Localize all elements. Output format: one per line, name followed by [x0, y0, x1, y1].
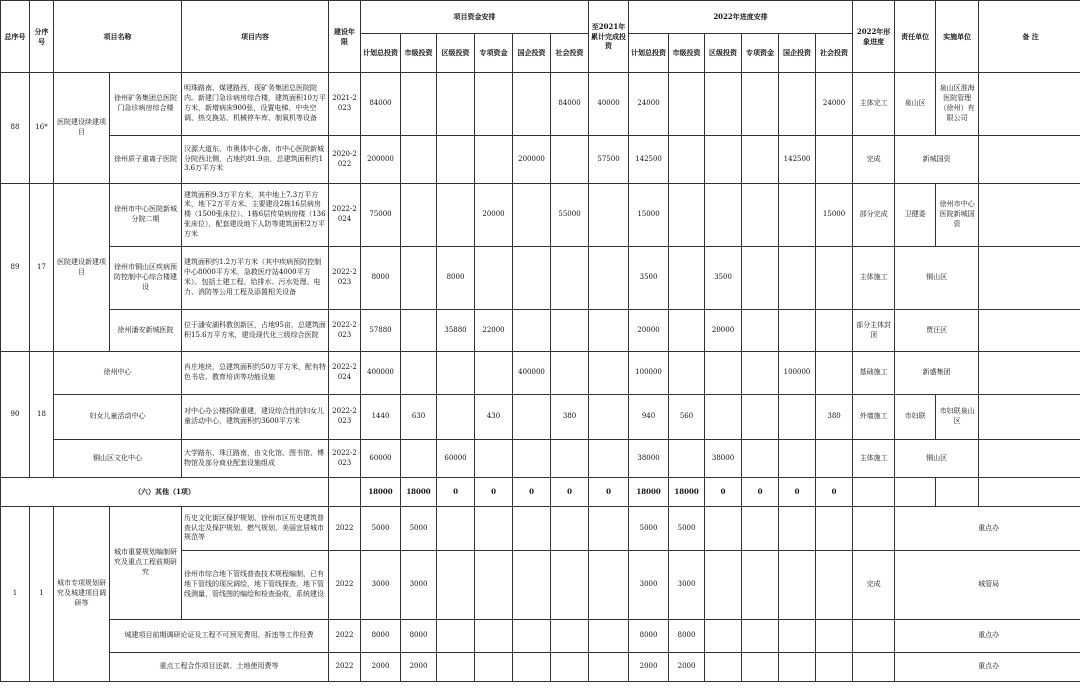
progress-cell: 主体施工 [853, 247, 895, 310]
p-total-cell: 15000 [629, 184, 669, 247]
f-soe-cell [513, 184, 551, 247]
project-name-cell: 徐州市铜山区疾病预防控制中心综合楼建设 [110, 247, 182, 310]
f-district-cell [437, 73, 475, 136]
f-city-cell: 3000 [401, 551, 437, 620]
f-special-cell [475, 507, 513, 551]
f-district-cell: 60000 [437, 440, 475, 478]
units-cell: 新盛集团 [895, 352, 979, 395]
f-district-cell [437, 551, 475, 620]
col-project-content: 项目内容 [182, 1, 329, 73]
p-social-cell [816, 310, 853, 352]
f-social-cell [551, 551, 589, 620]
note-cell [979, 247, 1080, 310]
period-cell: 2022-2024 [329, 184, 361, 247]
f-district-cell [437, 620, 475, 653]
progress-cell [853, 507, 895, 551]
sub-no-cell: 1 [30, 507, 54, 682]
project-name-cell: 徐州市中心医院新城分院二期 [110, 184, 182, 247]
f-soe-cell: 400000 [513, 352, 551, 395]
progress-cell: 完成 [853, 136, 895, 184]
col-f-special: 专项资金 [475, 34, 513, 73]
f-social-cell: 0 [551, 478, 589, 507]
note-cell [979, 352, 1080, 395]
note-cell [979, 478, 1080, 507]
f-social-cell: 84000 [551, 73, 589, 136]
p-special-cell [742, 352, 779, 395]
total-no-cell: 88 [1, 73, 30, 184]
f-soe-cell [513, 395, 551, 440]
table-row [1, 395, 1080, 440]
f-district-cell [437, 507, 475, 551]
col-p-total: 计划总投资 [629, 34, 669, 73]
f-district-cell [437, 352, 475, 395]
f-soe-cell [513, 653, 551, 682]
period-cell: 2020-2022 [329, 136, 361, 184]
col-funding-group: 项目资金安排 [361, 1, 589, 34]
table-row [1, 247, 1080, 310]
p-social-cell [816, 507, 853, 551]
f-district-cell [437, 136, 475, 184]
col-progress-2022: 2022年形象进度 [853, 1, 895, 73]
p-city-cell: 3000 [669, 551, 705, 620]
col-project-name: 项目名称 [54, 1, 182, 73]
p-social-cell: 380 [816, 395, 853, 440]
note-cell [979, 136, 1080, 184]
period-cell [329, 478, 361, 507]
p-district-cell: 3500 [705, 247, 742, 310]
p-total-cell: 8000 [629, 620, 669, 653]
f-special-cell [475, 440, 513, 478]
units-cell: 贾汪区 [895, 310, 979, 352]
p-district-cell [705, 73, 742, 136]
f-total-cell: 8000 [361, 247, 401, 310]
p-soe-cell [779, 247, 816, 310]
p-total-cell: 18000 [629, 478, 669, 507]
period-cell: 2022 [329, 551, 361, 620]
col-implementing-unit: 实施单位 [936, 1, 979, 73]
col-total-no: 总序号 [1, 1, 30, 73]
project-name-cell: 徐州质子重离子医院 [110, 136, 182, 184]
subgroup-name-cell: 城市重要规划编制研究及重点工程前期研究 [110, 507, 182, 620]
progress-cell [853, 653, 895, 682]
f-total-cell: 200000 [361, 136, 401, 184]
p-social-cell [816, 551, 853, 620]
responsible-unit-cell: 市妇联 [895, 395, 936, 440]
project-content-cell: 汉源大道东、市奥体中心南、市中心医院新城分院西北侧，占地约81.9亩，总建筑面积约13.6万平方米 [182, 136, 329, 184]
done-2021-cell [589, 653, 629, 682]
progress-cell: 完成 [853, 551, 895, 620]
project-content-cell: 肖庄地块，总建筑面积约50万平方米，配有特色书店、教育培训等功能设施 [182, 352, 329, 395]
col-p-soe: 国企投资 [779, 34, 816, 73]
f-total-cell: 8000 [361, 620, 401, 653]
f-district-cell: 8000 [437, 247, 475, 310]
sub-no-cell: 18 [30, 352, 54, 478]
note-cell [979, 440, 1080, 478]
units-cell: 城管局 [895, 551, 1080, 620]
total-no-cell: 90 [1, 352, 30, 478]
f-soe-cell [513, 73, 551, 136]
period-cell: 2022 [329, 507, 361, 551]
period-cell: 2022-2023 [329, 395, 361, 440]
p-total-cell: 20000 [629, 310, 669, 352]
f-total-cell: 400000 [361, 352, 401, 395]
total-no-cell: 89 [1, 184, 30, 352]
f-soe-cell [513, 507, 551, 551]
p-soe-cell: 0 [779, 478, 816, 507]
period-cell: 2022-2023 [329, 440, 361, 478]
col-f-social: 社会投资 [551, 34, 589, 73]
f-special-cell [475, 73, 513, 136]
p-social-cell [816, 247, 853, 310]
f-social-cell [551, 507, 589, 551]
responsible-unit-cell: 泉山区 [895, 73, 936, 136]
p-city-cell [669, 247, 705, 310]
p-soe-cell [779, 395, 816, 440]
p-district-cell: 0 [705, 478, 742, 507]
p-soe-cell [779, 73, 816, 136]
done-2021-cell [589, 310, 629, 352]
p-soe-cell [779, 310, 816, 352]
f-social-cell: 55000 [551, 184, 589, 247]
period-cell: 2022-2023 [329, 310, 361, 352]
f-total-cell: 84000 [361, 73, 401, 136]
p-special-cell: 0 [742, 478, 779, 507]
project-content-cell: 建筑面积约1.2万平方米（其中疾病预防控制中心8000平方米，急救医疗站4000平方米）。包括土建工程、给排水、污水处理、电力、消防等公用工程及添置相关设备 [182, 247, 329, 310]
p-soe-cell [779, 620, 816, 653]
f-social-cell [551, 310, 589, 352]
col-f-city: 市级投资 [401, 34, 437, 73]
progress-cell: 主体完工 [853, 73, 895, 136]
done-2021-cell: 57500 [589, 136, 629, 184]
p-special-cell [742, 507, 779, 551]
col-responsible-unit: 责任单位 [895, 1, 936, 73]
p-city-cell [669, 184, 705, 247]
table-row [1, 310, 1080, 352]
project-content-cell: 大学路东、珠江路南，由文化馆、图书馆、博物馆及部分商业配套设施组成 [182, 440, 329, 478]
progress-cell: 主体施工 [853, 440, 895, 478]
col-p-special: 专项资金 [742, 34, 779, 73]
table-row [1, 653, 1080, 682]
done-2021-cell [589, 440, 629, 478]
f-city-cell: 5000 [401, 507, 437, 551]
sub-no-cell: 16* [30, 73, 54, 184]
implementing-unit-cell: 泉山区淮海医院管理（徐州）有限公司 [936, 73, 979, 136]
progress-cell: 部分主体封顶 [853, 310, 895, 352]
done-2021-cell: 0 [589, 478, 629, 507]
implementing-unit-cell: 市妇联泉山区 [936, 395, 979, 440]
p-special-cell [742, 184, 779, 247]
p-social-cell: 0 [816, 478, 853, 507]
table-row [1, 352, 1080, 395]
p-district-cell [705, 620, 742, 653]
col-sub-no: 分序号 [30, 1, 54, 73]
f-social-cell [551, 653, 589, 682]
p-social-cell [816, 653, 853, 682]
f-city-cell: 8000 [401, 620, 437, 653]
project-name-cell: 徐州中心 [54, 352, 182, 395]
project-name-cell: 重点工程合作项目还款、土地使用费等 [110, 653, 329, 682]
col-p-district: 区级投资 [705, 34, 742, 73]
p-soe-cell [779, 184, 816, 247]
f-city-cell [401, 440, 437, 478]
p-special-cell [742, 653, 779, 682]
f-social-cell [551, 136, 589, 184]
period-cell: 2022-2024 [329, 352, 361, 395]
project-content-cell: 徐州市综合地下管线普查技术规程编制，已有地下管线的现况调绘，地下管线探查，地下管线测量，管线图的编绘和检查验收，系统建设 [182, 551, 329, 620]
done-2021-cell [589, 620, 629, 653]
p-city-cell: 18000 [669, 478, 705, 507]
progress-cell [853, 478, 895, 507]
f-soe-cell [513, 620, 551, 653]
units-cell: 重点办 [895, 653, 1080, 682]
group-name-cell: 城市专项规划研究及城建项目调研等 [54, 507, 110, 682]
f-city-cell [401, 310, 437, 352]
p-district-cell [705, 184, 742, 247]
p-soe-cell: 142500 [779, 136, 816, 184]
project-content-cell: 对中心办公楼拆除重建，建设综合性的妇女儿童活动中心，建筑面积约3600平方米 [182, 395, 329, 440]
section-title-cell: （六）其他（1项） [1, 478, 329, 507]
p-soe-cell [779, 507, 816, 551]
p-city-cell [669, 310, 705, 352]
subtotal-row [1, 478, 1080, 507]
f-special-cell: 0 [475, 478, 513, 507]
f-special-cell [475, 352, 513, 395]
p-social-cell: 15000 [816, 184, 853, 247]
f-soe-cell [513, 247, 551, 310]
f-district-cell [437, 653, 475, 682]
project-name-cell: 徐州潘安新城医院 [110, 310, 182, 352]
p-total-cell: 38000 [629, 440, 669, 478]
project-content-cell: 明珠路南、煤建路西，现矿务集团总医院院内。新建门急诊病房综合楼，建筑面积10万平方米，新增病床900张，设置电梯、中央空调、热交换站、机械停车库、制氧机等设备 [182, 73, 329, 136]
note-cell [979, 395, 1080, 440]
p-soe-cell [779, 440, 816, 478]
p-district-cell [705, 395, 742, 440]
col-p-social: 社会投资 [816, 34, 853, 73]
col-p-city: 市级投资 [669, 34, 705, 73]
f-soe-cell [513, 310, 551, 352]
col-done-2021: 至2021年累计完成投资 [589, 1, 629, 73]
f-social-cell [551, 247, 589, 310]
f-soe-cell: 200000 [513, 136, 551, 184]
note-cell [979, 184, 1080, 247]
table-row [1, 620, 1080, 653]
group-name-cell: 医院建设续建项目 [54, 73, 110, 184]
p-district-cell [705, 507, 742, 551]
p-district-cell [705, 136, 742, 184]
p-total-cell: 3500 [629, 247, 669, 310]
done-2021-cell [589, 247, 629, 310]
project-content-cell: 建筑面积9.3万平方米，其中地上7.3万平方米，地下2万平方米。主要建设2栋16层病房楼（1500张床位）、1栋6层传染病房楼（136张床位），配套建设地下人防等建筑面积2万平方米 [182, 184, 329, 247]
p-city-cell [669, 73, 705, 136]
f-city-cell [401, 184, 437, 247]
f-city-cell [401, 247, 437, 310]
period-cell: 2022 [329, 653, 361, 682]
p-total-cell: 142500 [629, 136, 669, 184]
f-district-cell: 35880 [437, 310, 475, 352]
done-2021-cell [589, 395, 629, 440]
f-social-cell: 380 [551, 395, 589, 440]
f-city-cell [401, 352, 437, 395]
p-total-cell: 24000 [629, 73, 669, 136]
p-district-cell: 38000 [705, 440, 742, 478]
f-special-cell [475, 620, 513, 653]
f-total-cell: 1440 [361, 395, 401, 440]
responsible-unit-cell: 卫健委 [895, 184, 936, 247]
project-name-cell: 铜山区文化中心 [54, 440, 182, 478]
p-total-cell: 940 [629, 395, 669, 440]
col-plan-2022-group: 2022年进度安排 [629, 1, 853, 34]
f-social-cell [551, 620, 589, 653]
p-special-cell [742, 395, 779, 440]
p-total-cell: 100000 [629, 352, 669, 395]
f-total-cell: 75000 [361, 184, 401, 247]
f-soe-cell [513, 551, 551, 620]
project-name-cell: 妇女儿童活动中心 [54, 395, 182, 440]
f-special-cell [475, 136, 513, 184]
f-special-cell [475, 247, 513, 310]
done-2021-cell [589, 507, 629, 551]
done-2021-cell: 40000 [589, 73, 629, 136]
p-soe-cell [779, 551, 816, 620]
f-special-cell [475, 551, 513, 620]
table-row [1, 136, 1080, 184]
f-total-cell: 57880 [361, 310, 401, 352]
f-total-cell: 60000 [361, 440, 401, 478]
progress-cell: 基础施工 [853, 352, 895, 395]
progress-cell [853, 620, 895, 653]
p-city-cell: 2000 [669, 653, 705, 682]
project-name-cell: 城建项目前期调研论证及工程不可预见费用、拆违等工作经费 [110, 620, 329, 653]
f-city-cell: 630 [401, 395, 437, 440]
sub-no-cell: 17 [30, 184, 54, 352]
f-soe-cell [513, 440, 551, 478]
period-cell: 2022-2023 [329, 247, 361, 310]
f-special-cell [475, 653, 513, 682]
implementing-unit-cell: 徐州市中心医院新城国资 [936, 184, 979, 247]
p-district-cell [705, 352, 742, 395]
col-f-total: 计划总投资 [361, 34, 401, 73]
p-district-cell [705, 551, 742, 620]
project-content-cell: 历史文化街区保护规划、徐州市区历史建筑普查认定及保护规划、燃气规划、美丽宜居城市规范等 [182, 507, 329, 551]
p-total-cell: 3000 [629, 551, 669, 620]
f-social-cell [551, 440, 589, 478]
f-special-cell: 20000 [475, 184, 513, 247]
f-total-cell: 18000 [361, 478, 401, 507]
p-special-cell [742, 620, 779, 653]
note-cell [979, 73, 1080, 136]
p-district-cell [705, 653, 742, 682]
p-special-cell [742, 247, 779, 310]
p-city-cell: 5000 [669, 507, 705, 551]
p-social-cell [816, 136, 853, 184]
units-cell: 重点办 [895, 507, 1080, 551]
project-content-cell: 位于潘安湖科教创新区，占地95亩，总建筑面积15.6万平方米，建设现代化三级综合医院 [182, 310, 329, 352]
period-cell: 2022 [329, 620, 361, 653]
f-soe-cell: 0 [513, 478, 551, 507]
p-city-cell [669, 440, 705, 478]
done-2021-cell [589, 551, 629, 620]
f-district-cell [437, 184, 475, 247]
f-social-cell [551, 352, 589, 395]
p-special-cell [742, 136, 779, 184]
units-cell: 铜山区 [895, 247, 979, 310]
group-name-cell: 医院建设新建项目 [54, 184, 110, 352]
units-cell: 铜山区 [895, 440, 979, 478]
done-2021-cell [589, 184, 629, 247]
period-cell: 2021-2023 [329, 73, 361, 136]
p-total-cell: 5000 [629, 507, 669, 551]
table-row [1, 184, 1080, 247]
f-city-cell: 2000 [401, 653, 437, 682]
implementing-unit-cell [936, 478, 979, 507]
col-f-soe: 国企投资 [513, 34, 551, 73]
f-city-cell: 18000 [401, 478, 437, 507]
p-city-cell [669, 136, 705, 184]
f-total-cell: 2000 [361, 653, 401, 682]
total-no-cell: 1 [1, 507, 30, 682]
note-cell [979, 310, 1080, 352]
p-special-cell [742, 440, 779, 478]
f-district-cell [437, 395, 475, 440]
units-cell: 新城国资 [895, 136, 979, 184]
f-special-cell: 430 [475, 395, 513, 440]
progress-cell: 外墙施工 [853, 395, 895, 440]
f-special-cell: 22000 [475, 310, 513, 352]
p-social-cell [816, 620, 853, 653]
p-city-cell [669, 352, 705, 395]
p-special-cell [742, 73, 779, 136]
responsible-unit-cell [895, 478, 936, 507]
table-row [1, 507, 1080, 551]
project-name-cell: 徐州矿务集团总医院门急诊病房综合楼 [110, 73, 182, 136]
p-city-cell: 8000 [669, 620, 705, 653]
p-social-cell [816, 440, 853, 478]
table-row [1, 440, 1080, 478]
p-special-cell [742, 310, 779, 352]
col-period: 建设年限 [329, 1, 361, 73]
f-city-cell [401, 73, 437, 136]
f-district-cell: 0 [437, 478, 475, 507]
p-social-cell: 24000 [816, 73, 853, 136]
col-note: 备 注 [979, 1, 1080, 73]
p-city-cell: 560 [669, 395, 705, 440]
table-row [1, 73, 1080, 136]
col-f-district: 区级投资 [437, 34, 475, 73]
f-total-cell: 3000 [361, 551, 401, 620]
p-district-cell: 20000 [705, 310, 742, 352]
units-cell: 重点办 [895, 620, 1080, 653]
p-soe-cell [779, 653, 816, 682]
p-social-cell [816, 352, 853, 395]
p-special-cell [742, 551, 779, 620]
p-total-cell: 2000 [629, 653, 669, 682]
f-city-cell [401, 136, 437, 184]
progress-cell: 部分完成 [853, 184, 895, 247]
header-row-1 [1, 1, 1080, 34]
done-2021-cell [589, 352, 629, 395]
p-soe-cell: 100000 [779, 352, 816, 395]
f-total-cell: 5000 [361, 507, 401, 551]
